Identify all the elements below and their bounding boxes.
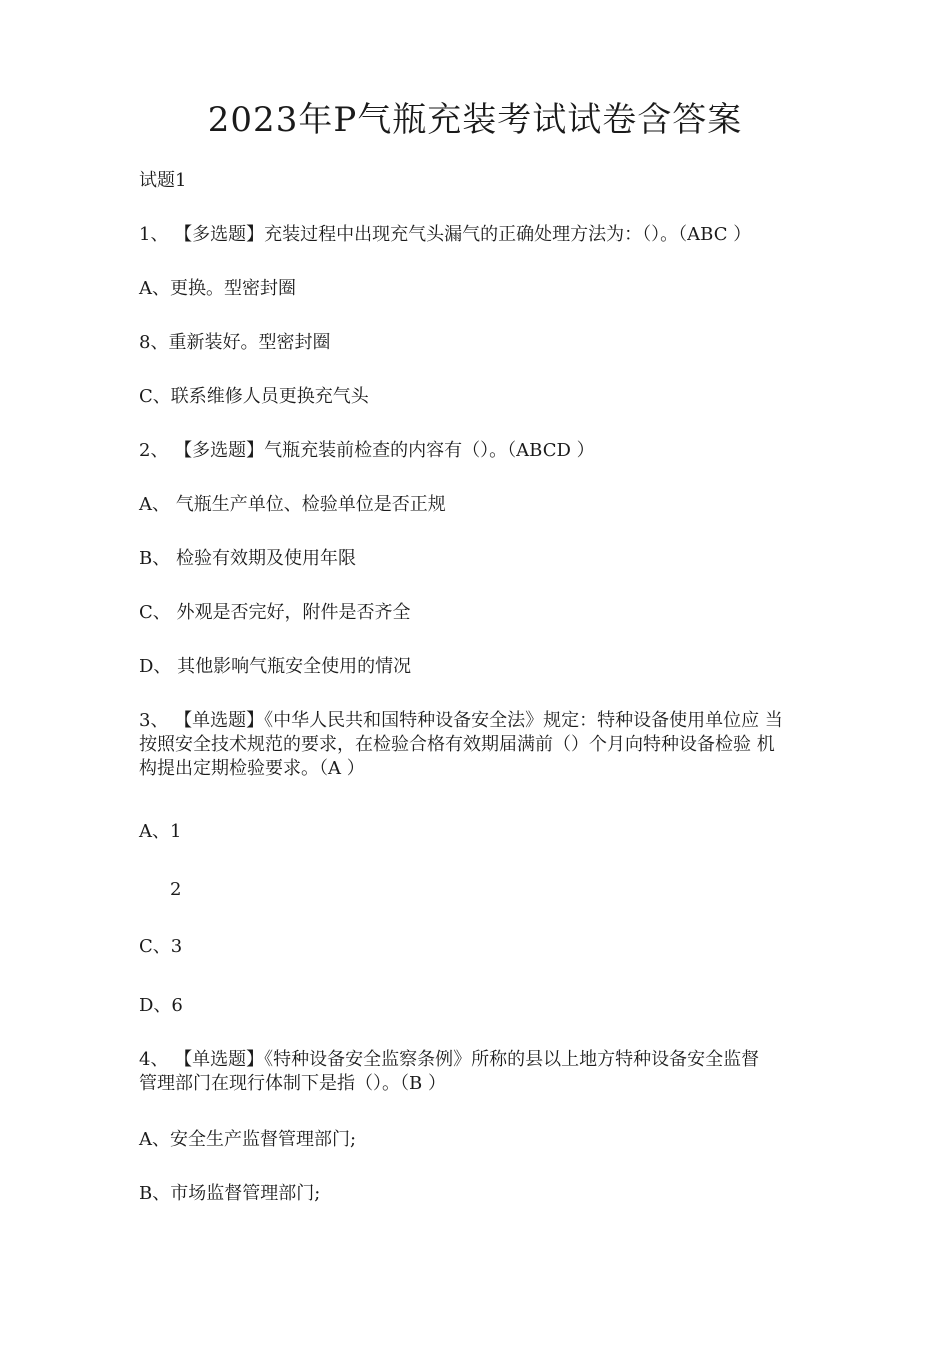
question-2-option-c: C、 外观是否完好，附件是否齐全 [139, 602, 411, 623]
question-2-option-a: A、 气瓶生产单位、检验单位是否正规 [139, 494, 446, 515]
question-4-option-a: A、安全生产监督管理部门; [139, 1129, 357, 1150]
question-3-stem-line: 3、 【单选题】《中华人民共和国特种设备安全法》规定：特种设备使用单位应 当 [139, 710, 783, 731]
question-4-stem-line: 管理部门在现行体制下是指（）。（B ） [139, 1073, 446, 1094]
question-1-option-b: 8、重新装好。型密封圈 [139, 332, 331, 353]
question-3-option-c: C、3 [139, 936, 183, 957]
question-4-stem [139, 1048, 819, 1096]
question-3-option-d: D、6 [139, 995, 183, 1016]
question-4-option-b: B、市场监督管理部门; [139, 1183, 321, 1204]
question-3-option-b: 2 [170, 879, 182, 900]
section-heading: 试题1 [139, 170, 187, 191]
question-3-stem-line: 按照安全技术规范的要求，在检验合格有效期届满前（）个月向特种设备检验 机 [139, 734, 775, 755]
question-3-stem [139, 709, 819, 781]
question-1-stem: 1、 【多选题】充装过程中出现充气头漏气的正确处理方法为：（）。（ABC ） [139, 224, 752, 245]
question-1-option-c: C、联系维修人员更换充气头 [139, 386, 369, 407]
question-2-option-b: B、 检验有效期及使用年限 [139, 548, 356, 569]
page-title: 2023年P气瓶充装考试试卷含答案 [207, 100, 743, 140]
question-2-stem: 2、 【多选题】气瓶充装前检查的内容有（）。（ABCD ） [139, 440, 595, 461]
question-2-option-d: D、 其他影响气瓶安全使用的情况 [139, 656, 412, 677]
question-4-stem-line: 4、 【单选题】《特种设备安全监察条例》所称的县以上地方特种设备安全监督 [139, 1049, 760, 1070]
question-1-option-a: A、更换。型密封圈 [139, 278, 296, 299]
question-3-stem-line: 构提出定期检验要求。（A ） [139, 758, 365, 779]
question-3-option-a: A、1 [139, 821, 182, 842]
